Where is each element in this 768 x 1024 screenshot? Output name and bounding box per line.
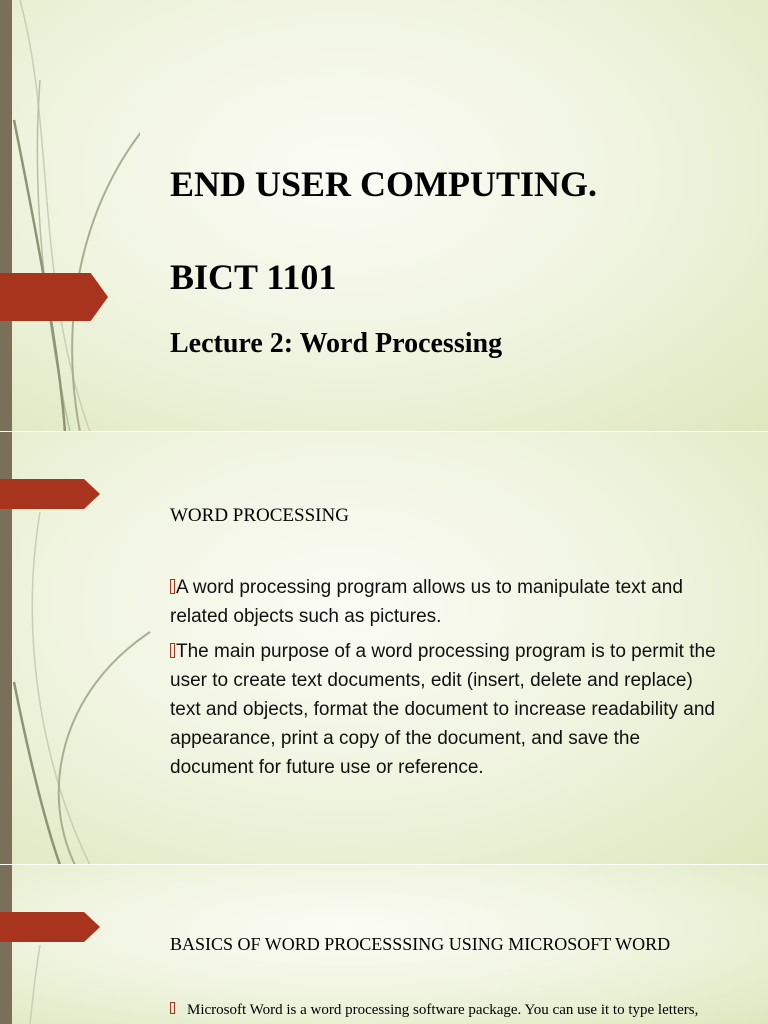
list-item — [170, 637, 725, 782]
bullet-box-icon — [170, 1002, 175, 1014]
list-item-text: The main purpose of a word processing program is to permit the user to create text documents, edit (insert, delete and replace) text and objects, format the document to increase readability and appearance, print a copy of the document, and save the document for future use or reference. — [170, 641, 716, 778]
arrow-tab-icon — [0, 479, 100, 509]
slide-title-line-2: BICT 1101 — [170, 257, 337, 297]
slide-word-processing — [0, 432, 768, 865]
section-heading: BASICS OF WORD PROCESSSING USING MICROSOFT WORD — [170, 934, 671, 954]
bullet-list — [170, 573, 725, 788]
section-heading: WORD PROCESSING — [170, 505, 349, 526]
arrow-tab-icon — [0, 273, 108, 321]
slide-title-line-1: END USER COMPUTING. — [170, 164, 598, 204]
list-item — [170, 1002, 698, 1019]
slide-subtitle: Lecture 2: Word Processing — [170, 328, 503, 359]
decorative-curves-icon — [0, 865, 80, 1024]
slide-basics — [0, 865, 768, 1024]
arrow-tab-icon — [0, 912, 100, 942]
bullet-box-icon — [170, 643, 175, 658]
slide-title — [0, 0, 768, 432]
list-item — [170, 573, 725, 631]
decorative-curves-icon — [0, 0, 140, 432]
list-item-text: A word processing program allows us to manipulate text and related objects such as pictures. — [170, 577, 683, 627]
list-item-text: Microsoft Word is a word processing software package. You can use it to type letters, — [187, 1002, 699, 1018]
bullet-box-icon — [170, 579, 175, 594]
